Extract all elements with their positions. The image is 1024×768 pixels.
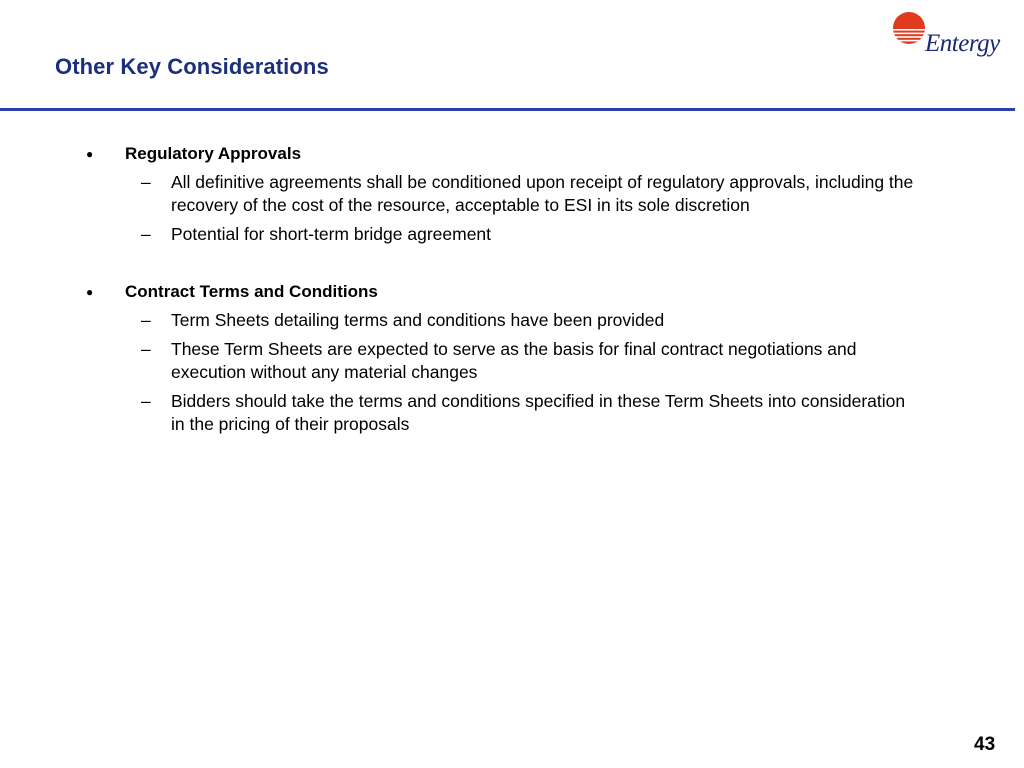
sub-bullet-item [86,309,946,332]
sub-bullet-text: All definitive agreements shall be conditioned upon receipt of regulatory approvals, including the recovery of the cost of the resource, acceptable to ESI in its sole discretion [171,172,914,215]
bullet-heading: Regulatory Approvals [125,144,302,163]
bullet-icon: ● [86,147,94,161]
section-contract-terms [86,280,946,436]
bullet-icon: ● [86,285,94,299]
sub-bullet-list [86,309,946,436]
bullet-item [86,280,946,304]
dash-icon: – [141,339,151,359]
sub-bullet-text: Potential for short-term bridge agreement [171,224,492,244]
sub-bullet-list [86,171,946,246]
sub-bullet-item [86,223,946,246]
section-regulatory-approvals [86,142,946,246]
dash-icon: – [141,224,151,244]
sub-bullet-item [86,390,946,436]
entergy-logo-icon [892,11,926,45]
dash-icon: – [141,310,151,330]
slide-content [86,142,946,470]
sub-bullet-item [86,171,946,217]
sub-bullet-text: These Term Sheets are expected to serve as the basis for final contract negotiations and execution without any material changes [171,339,857,382]
sub-bullet-item [86,338,946,384]
title-divider [0,108,1015,111]
sub-bullet-text: Bidders should take the terms and conditions specified in these Term Sheets into consideration in the pricing of their proposals [171,391,906,434]
bullet-item [86,142,946,166]
page-number: 43 [974,734,996,755]
dash-icon: – [141,391,151,411]
slide-title: Other Key Considerations [55,54,329,79]
company-logo [892,10,1010,62]
bullet-heading: Contract Terms and Conditions [125,282,378,301]
logo-text: Entergy [925,30,1000,57]
sub-bullet-text: Term Sheets detailing terms and conditions have been provided [171,310,665,330]
dash-icon: – [141,172,151,192]
